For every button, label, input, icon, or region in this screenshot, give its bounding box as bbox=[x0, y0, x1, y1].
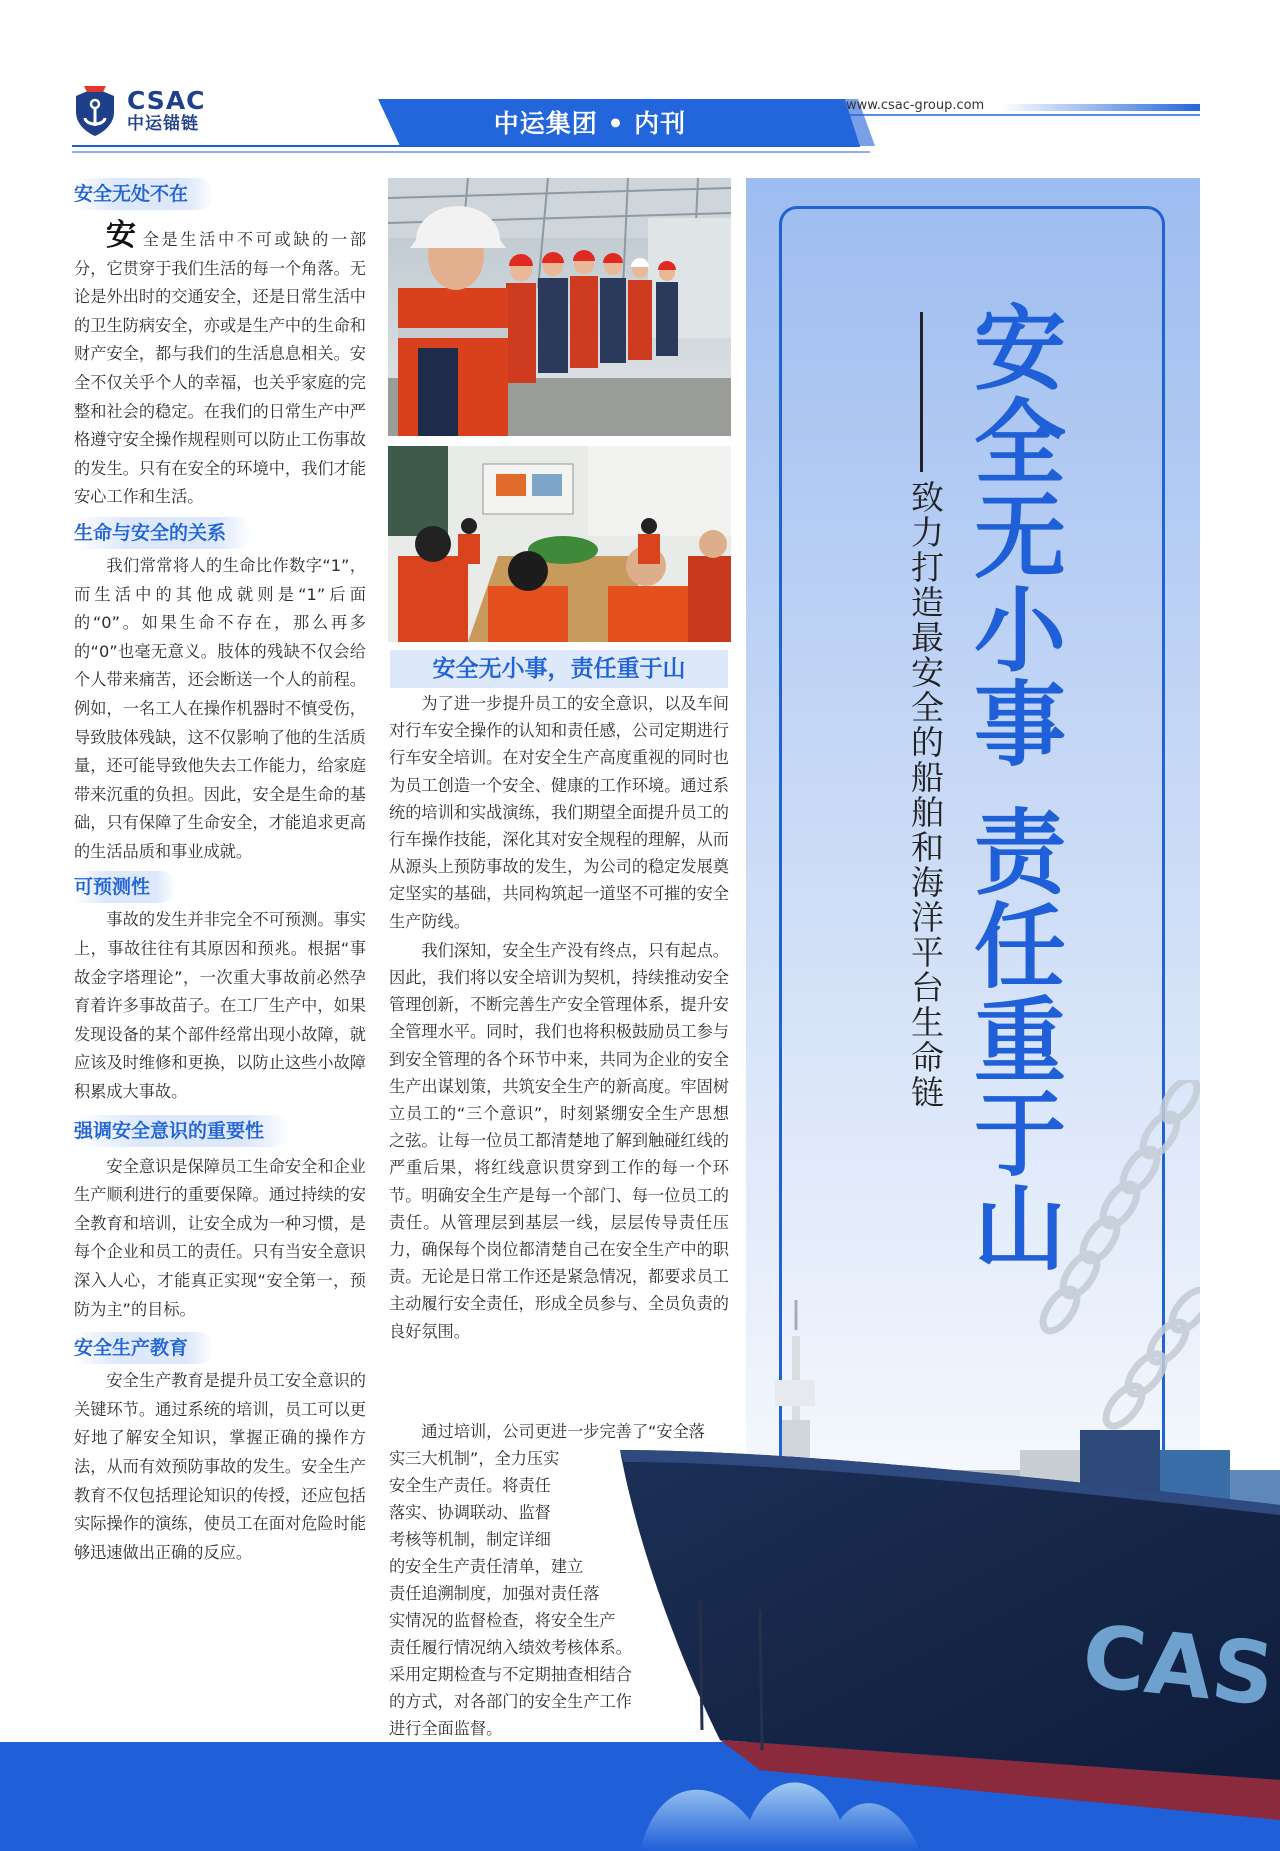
article-line: 的方式，对各部门的安全生产工作 bbox=[389, 1692, 632, 1711]
article-line: 实情况的监督检查，将安全生产 bbox=[389, 1611, 616, 1630]
logo-chinese: 中运锚链 bbox=[127, 114, 199, 134]
article-line: 落实、协调联动、监督 bbox=[389, 1503, 551, 1522]
website-url: www.csac-group.com bbox=[846, 98, 985, 113]
publication-title: 中运集团 • 内刊 bbox=[493, 109, 687, 138]
article-body bbox=[389, 690, 729, 1345]
article-paragraph: 为了进一步提升员工的安全意识，以及车间对行车安全操作的认知和责任感，公司定期进行行车安全培训。在对安全生产高度重视的同时也为员工创造一个安全、健康的工作环境。通过系统的培训和实战演练，我们期望全面提升员工的行车操作技能，深化其对安全规程的理解，从而从源头上预防事故的发生，为公司的稳定发展奠定坚实的基础，共同构筑起一道坚不可摧的安全生产防线。 bbox=[389, 694, 729, 931]
photo-training-meeting bbox=[388, 446, 731, 642]
page-header bbox=[0, 0, 1280, 160]
section-paragraph: 安全生产教育是提升员工安全意识的关键环节。通过系统的培训，员工可以更好地了解安全知识，掌握正确的操作方法，从而有效预防事故的发生。安全生产教育不仅包括理论知识的传授，还应包括实际操作的演练，使员工在面对危险时能够迅速做出正确的反应。 bbox=[74, 1371, 366, 1562]
article-line: 实三大机制”，全力压实 bbox=[389, 1449, 560, 1468]
article-paragraph: 我们深知，安全生产没有终点，只有起点。因此，我们将以安全培训为契机，持续推动安全管理创新，不断完善生产安全管理体系，提升安全管理水平。同时，我们也将积极鼓励员工参与到安全管理的各个环节中来，共同为企业的安全生产出谋划策，共筑安全生产的新高度。牢固树立员工的“三个意识”，时刻紧绷安全生产思想之弦。让每一位员工都清楚地了解到触碰红线的严重后果，将红线意识贯穿到工作的每一个环节。明确安全生产是每一个部门、每一位员工的责任。从管理层到基层一线，层层传导责任压力，确保每个岗位都清楚自己在安全生产中的职责。无论是日常工作还是紧急情况，都要求员工主动履行安全责任，形成全员参与、全员负责的良好氛围。 bbox=[389, 940, 729, 1341]
logo-wordmark bbox=[127, 88, 206, 134]
article-line: 安全生产责任。将责任 bbox=[389, 1476, 551, 1495]
section-heading: 生命与安全的关系 bbox=[74, 517, 252, 549]
section-paragraph: 安全意识是保障员工生命安全和企业生产顺利进行的重要保障。通过持续的安全教育和培训，让安全成为一种习惯，是每个企业和员工的责任。只有当安全意识深入人心，才能真正实现“安全第一，预防为主”的目标。 bbox=[74, 1156, 366, 1319]
left-column bbox=[74, 178, 366, 1567]
article-line: 采用定期检查与不定期抽查相结合 bbox=[389, 1665, 632, 1684]
section-heading: 安全生产教育 bbox=[74, 1332, 214, 1364]
ship-hull-lettering: CAS bbox=[1077, 1606, 1279, 1726]
section-paragraph: 事故的发生并非完全不可预测。事实上，事故往往有其原因和预兆。根据“事故金字塔理论”，一次重大事故前必然孕育着许多事故苗子。在工厂生产中，如果发现设备的某个部件经常出现小故障，就应该及时维修和更换，以防止这些小故障积累成大事故。 bbox=[74, 910, 366, 1102]
section-paragraph bbox=[74, 218, 367, 512]
article-line: 责任追溯制度，加强对责任落 bbox=[389, 1584, 600, 1603]
section-heading: 强调安全意识的重要性 bbox=[74, 1115, 290, 1147]
article-line: 责任履行情况纳入绩效考核体系。 bbox=[389, 1638, 632, 1657]
article-line: 考核等机制，制定详细 bbox=[389, 1530, 551, 1549]
section-heading: 可预测性 bbox=[74, 871, 176, 903]
logo-english: CSAC bbox=[127, 86, 206, 115]
article-heading: 安全无小事，责任重于山 bbox=[390, 650, 728, 688]
section-paragraph: 我们常常将人的生命比作数字“1”，而生活中的其他成就则是“1”后面的“0”。如果生命不存在，那么再多的“0”也毫无意义。肢体的残缺不仅会给个人带来痛苦，还会断送一个人的前程。例如，一名工人在操作机器时不慎受伤，导致肢体残缺，这不仅影响了他的生活质量，还可能导致他失去工作能力，给家庭带来沉重的负担。因此，安全是生命的基础，只有保障了生命安全，才能追求更高的生活品质和事业成就。 bbox=[74, 555, 366, 861]
container-ship-illustration bbox=[600, 1300, 1280, 1851]
csac-logo bbox=[72, 82, 212, 138]
feature-title: 安全无小事 责任重于山 bbox=[959, 300, 1066, 1275]
subtitle-rule bbox=[920, 312, 923, 472]
section-heading: 安全无处不在 bbox=[74, 178, 214, 210]
dropcap-letter: 安 bbox=[106, 218, 139, 253]
article-line: 进行全面监督。 bbox=[389, 1719, 503, 1738]
article-line: 通过培训，公司更进一步完善了“安全落 bbox=[421, 1422, 705, 1441]
article-line: 的安全生产责任清单，建立 bbox=[389, 1557, 584, 1576]
photo-workshop-inspection bbox=[388, 178, 731, 436]
feature-subtitle: 致力打造最安全的船舶和海洋平台生命链 bbox=[906, 480, 945, 1110]
anchor-shield-icon bbox=[72, 82, 118, 138]
section-text: 全是生活中不可或缺的一部分，它贯穿于我们生活的每一个角落。无论是外出时的交通安全，还是日常生活中的卫生防病安全，亦或是生产中的生命和财产安全，都与我们的生活息息相关。安全不仅关乎个人的幸福，也关乎家庭的完整和社会的稳定。在我们的日常生产中严格遵守安全操作规程则可以防止工伤事故的发生。只有在安全的环境中，我们才能安心工作和生活。 bbox=[74, 230, 367, 507]
